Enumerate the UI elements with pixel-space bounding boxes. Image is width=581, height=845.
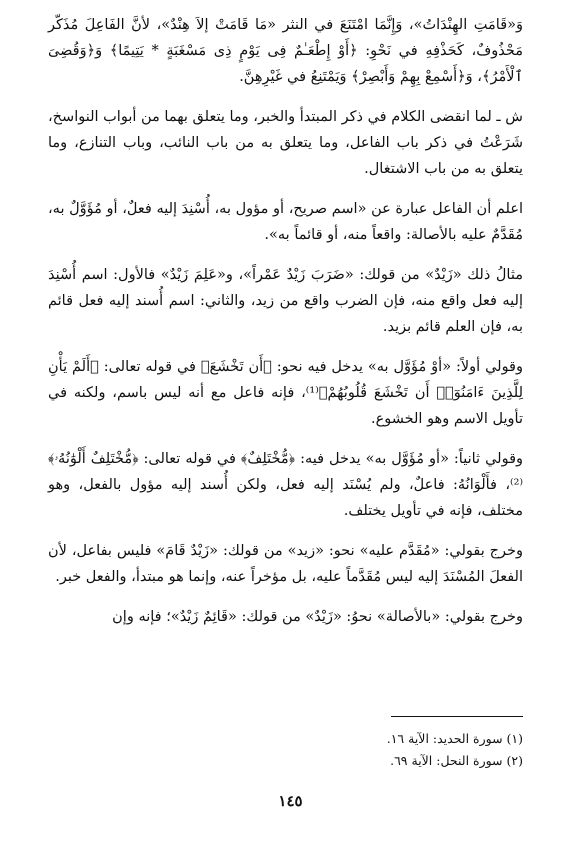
paragraph-2: ش ـ لما انقضى الكلام في ذكر المبتدأ والخبر، وما يتعلق بهما من أبواب النواسخ، شَرَعْتُ في ذكر باب الفاعل، وما يتعلق به من باب النائب، وباب التنازع، وما يتعلق به من باب الاشتغال. [48, 109, 523, 177]
paragraph-8: وخرج بقولي: «بالأصالة» نحوُ: «زَيْدٌ» من قولك: «قَائِمٌ زَيْدٌ»؛ فإنه وإن [112, 609, 523, 625]
paragraph-1: وَ«قَامَتِ الهِنْدَاتُ»، وَإِنَّمَا امْتَنَعَ في النثر «مَا قَامَتْ إلاَ هِنْدٌ»، لأنَّ الفَاعِلَ مُذَكّر مَحْذُوفٌ، كَحَذْفِهِ في نَحْوِ: ﴿أَوْ إِطْعَـٰمٌ فِى يَوْمٍ ذِى مَسْغَبَةٍ * يَتِيمًا﴾ وَ﴿وَقُضِىَ ٱلْأَمْرُ﴾، وَ﴿أَسْمِعْ بِهِمْ وَأَبْصِرْ﴾ وَيَمْتَنِعُ في غَيْرِهِنَّ. [48, 17, 523, 85]
paragraph-3: اعلم أن الفاعل عبارة عن «اسم صريح، أو مؤول به، أُسْنِدَ إليه فعلٌ، أو مُؤَوَّلٌ به، مُقَدَّمٌ عليه بالأصالة: واقعاً منه، أو قائماً به». [48, 201, 523, 243]
footnote-1: (١) سورة الحديد: الآية ١٦. [386, 731, 523, 746]
paragraph-7: وخرج بقولي: «مُقَدَّم عليه» نحو: «زيد» من قولك: «زَيْدٌ قَامَ» فليس بفاعل، لأن الفعلَ المُسْنَدَ إليه ليس مُقَدَّماً عليه، بل مؤخراً عنه، وإنما هو مبتدأ، والفعل خبر. [48, 543, 523, 585]
paragraph-4: مثالُ ذلك «زَيْدٌ» من قولك: «ضَرَبَ زَيْدٌ عَمْراً»، و«عَلِمَ زَيْدٌ» فالأول: اسم أُسْنِدَ إليه فعل واقع منه، فإن الضرب واقع من زيد، والثاني: اسم أُسند إليه فعل قائم به، فإن العلم قائم بزيد. [48, 267, 523, 335]
footnote-2: (٢) سورة النحل: الآية ٦٩. [390, 753, 523, 768]
paragraph-6: وقولي ثانياً: «أو مُؤَوَّل به» يدخل فيه: ﴿مُّخْتَلِفٌ﴾ في قوله تعالى: ﴿مُّخْتَلِفٌ أَلْوَٰنُهُۥ﴾⁽²⁾، فأَلْوَانُهُ: فاعلٌ، ولم يُسْنَد إليه فعل، ولكن أُسند إليه مؤول بالفعل، وهو مختلف، فإنه في تأويل يختلف. [48, 451, 523, 519]
footnotes [48, 728, 523, 772]
footnote-separator [391, 716, 523, 717]
paragraph-5: وقولي أولاً: «أوْ مُؤَوَّل به» يدخل فيه نحو: ﴿أَن تَخْشَعَ﴾ في قوله تعالى: ﴿أَلَمْ يَأْنِ لِلَّذِينَ ءَامَنُوٓا۟ أَن تَخْشَعَ قُلُوبُهُمْ﴾⁽¹⁾، فإنه فاعل مع أنه ليس باسم، ولكنه في تأويل الاسم وهو الخشوع. [48, 359, 523, 427]
page-number: ١٤٥ [278, 792, 303, 810]
